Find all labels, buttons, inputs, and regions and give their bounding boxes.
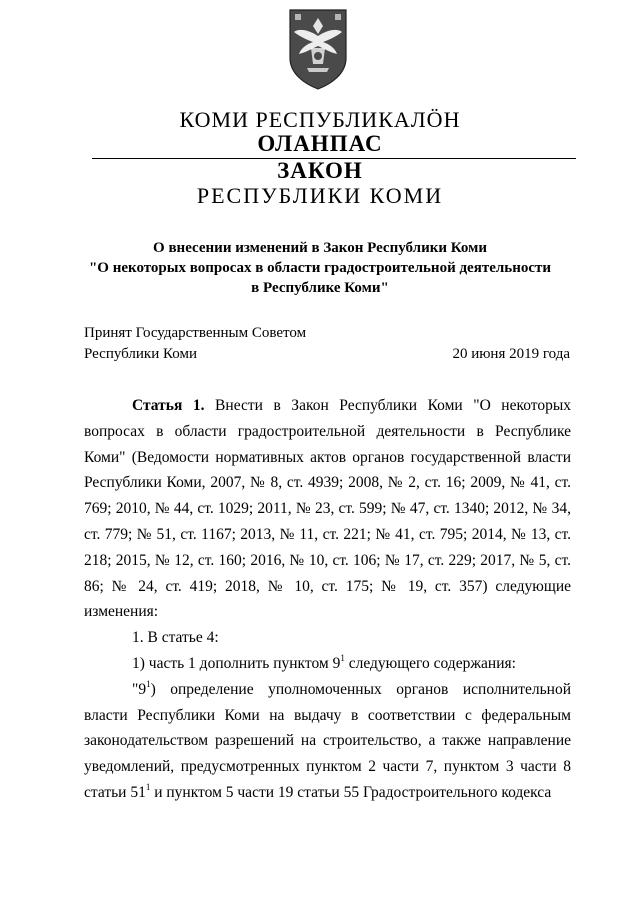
title-line-1: О внесении изменений в Закон Республики Коми xyxy=(153,240,487,256)
title-line-3: в Республике Коми" xyxy=(251,280,389,296)
article-intro: Внести в Закон Республики Коми "О некоторых вопросах в области градостроительной деятельности в Республике Коми" (Ведомости нормативных актов органов государственной власти Республики Коми, 2007, № 8, ст. 4939; 2008, № 2, ст. 16; 2009, № 41, ст. 769; 2010, № 44, ст. 1029; 2011, № 23, ст. 599; № 47, ст. 1340; 2012, № 34, ст. 779; № 51, ст. 1167; 2013, № 11, ст. 221; № 41, ст. 795; 2014, № 13, ст. 218; 2015, № 12, ст. 160; 2016, № 10, ст. 106; № 17, ст. 229; 2017, № 5, ст. 86; № 24, ст. 419; 2018, № 10, ст. 175; № 19, ст. 357) следующие изменения: xyxy=(84,397,572,621)
title-line-2: "О некоторых вопросах в области градостроительной деятельности xyxy=(88,260,552,276)
adoption-line-1: Принят Государственным Советом xyxy=(84,325,307,341)
header-zakon: ЗАКОН xyxy=(277,158,363,183)
article-label: Статья 1. xyxy=(132,397,205,414)
article-paragraph xyxy=(84,393,571,625)
adoption-date: 20 июня 2019 года xyxy=(452,346,570,362)
adoption-line-2: Республики Коми xyxy=(84,346,197,362)
item-1-1: 1) часть 1 дополнить пунктом $9^1$ следующего содержания: xyxy=(132,652,516,672)
document-title xyxy=(0,238,640,298)
document-body xyxy=(84,393,571,806)
header-olanpas: ОЛАНПАС xyxy=(257,131,383,156)
header-komi-republic: КОМИ РЕСПУБЛИКАЛÖН xyxy=(179,107,461,132)
item-1: 1. В статье 4: xyxy=(132,629,219,647)
quoted-clause: "$9^1$) определение уполномоченных органов исполнительной власти Республики Коми на выдачу в соответствии с федеральным законодательством разрешений на строительство, а также направление уведомлений, предусмотренных пунктом 2 части 7, пунктом 3 части 8 статьи $51^1$ и пунктом 5 части 19 статьи 55 Градостроительного кодекса xyxy=(84,678,571,801)
coat-of-arms-emblem xyxy=(287,6,349,90)
header-republic-komi: РЕСПУБЛИКИ КОМИ xyxy=(196,183,444,208)
adoption-statement xyxy=(84,323,306,365)
